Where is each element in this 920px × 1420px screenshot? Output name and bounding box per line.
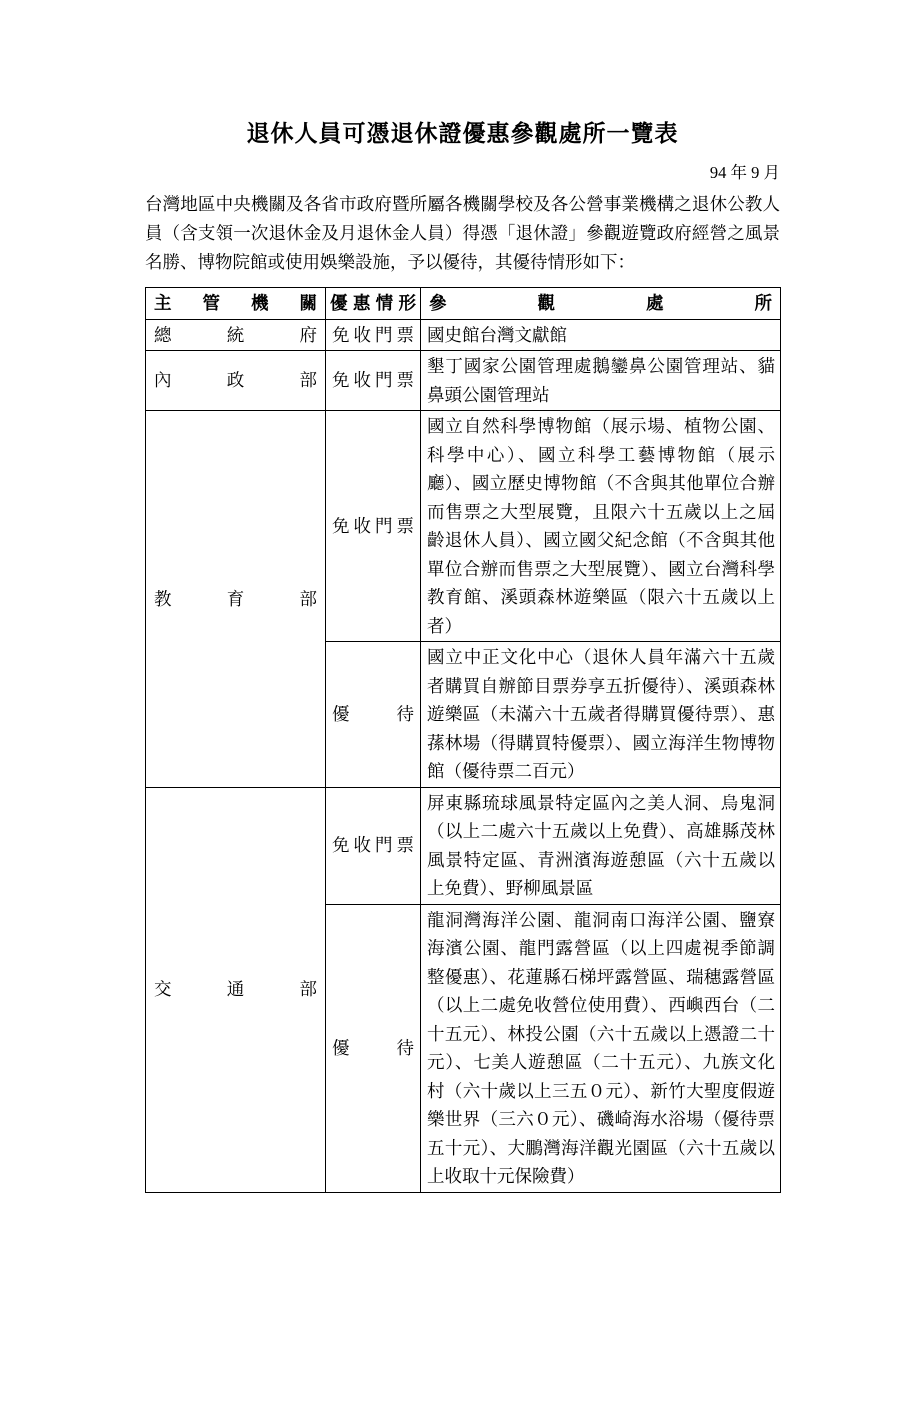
benefit-cell: 免收門票 <box>326 411 421 642</box>
places-cell: 國史館台灣文獻館 <box>421 319 781 351</box>
agency-cell: 教育部 <box>146 411 326 788</box>
benefit-cell: 免收門票 <box>326 351 421 411</box>
benefit-cell: 優待 <box>326 642 421 788</box>
header-places: 參觀處所 <box>421 288 781 320</box>
page-title: 退休人員可憑退休證優惠參觀處所一覽表 <box>246 121 679 146</box>
agency-cell: 交通部 <box>146 787 326 1192</box>
benefit-cell: 免收門票 <box>326 787 421 904</box>
table-row-education-free <box>146 411 781 642</box>
header-benefit: 優惠情形 <box>326 288 421 320</box>
agency-cell: 內政部 <box>146 351 326 411</box>
table-row-president-office <box>146 319 781 351</box>
benefits-table <box>145 287 781 1193</box>
header-agency: 主管機關 <box>146 288 326 320</box>
places-cell: 墾丁國家公園管理處鵝鑾鼻公園管理站、貓鼻頭公園管理站 <box>421 351 781 411</box>
document-page <box>145 118 780 1193</box>
date-line: 94 年 9 月 <box>709 163 780 183</box>
places-cell: 國立中正文化中心（退休人員年滿六十五歲者購買自辦節目票券享五折優待）、溪頭森林遊樂區（未滿六十五歲者得購買優待票）、惠蓀林場（得購買特優票）、國立海洋生物博物館（優待票二百元） <box>421 642 781 788</box>
table-row-interior-ministry <box>146 351 781 411</box>
table-row-transport-free <box>146 787 781 904</box>
places-cell: 龍洞灣海洋公園、龍洞南口海洋公園、鹽寮海濱公園、龍門露營區（以上四處視季節調整優惠）、花蓮縣石梯坪露營區、瑞穗露營區（以上二處免收營位使用費）、西嶼西台（二十五元）、林投公園（六十五歲以上憑證二十元）、七美人遊憩區（二十五元）、九族文化村（六十歲以上三五０元）、新竹大聖度假遊樂世界（三六０元）、磯崎海水浴場（優待票五十元）、大鵬灣海洋觀光園區（六十五歲以上收取十元保險費） <box>421 904 781 1192</box>
places-cell: 屏東縣琉球風景特定區內之美人洞、烏鬼洞（以上二處六十五歲以上免費）、高雄縣茂林風景特定區、青洲濱海遊憩區（六十五歲以上免費）、野柳風景區 <box>421 787 781 904</box>
intro-paragraph: 台灣地區中央機關及各省市政府暨所屬各機關學校及各公營事業機構之退休公教人員（含支領一次退休金及月退休金人員）得憑「退休證」參觀遊覽政府經營之風景名勝、博物院館或使用娛樂設施，予以優待，其優待情形如下： <box>145 194 780 273</box>
agency-cell: 總統府 <box>146 319 326 351</box>
benefit-cell: 免收門票 <box>326 319 421 351</box>
benefit-cell: 優待 <box>326 904 421 1192</box>
table-header-row <box>146 288 781 320</box>
places-cell: 國立自然科學博物館（展示場、植物公園、科學中心）、國立科學工藝博物館（展示廳）、國立歷史博物館（不含與其他單位合辦而售票之大型展覽，且限六十五歲以上之屆齡退休人員）、國立國父紀念館（不含與其他單位合辦而售票之大型展覽）、國立台灣科學教育館、溪頭森林遊樂區（限六十五歲以上者） <box>421 411 781 642</box>
